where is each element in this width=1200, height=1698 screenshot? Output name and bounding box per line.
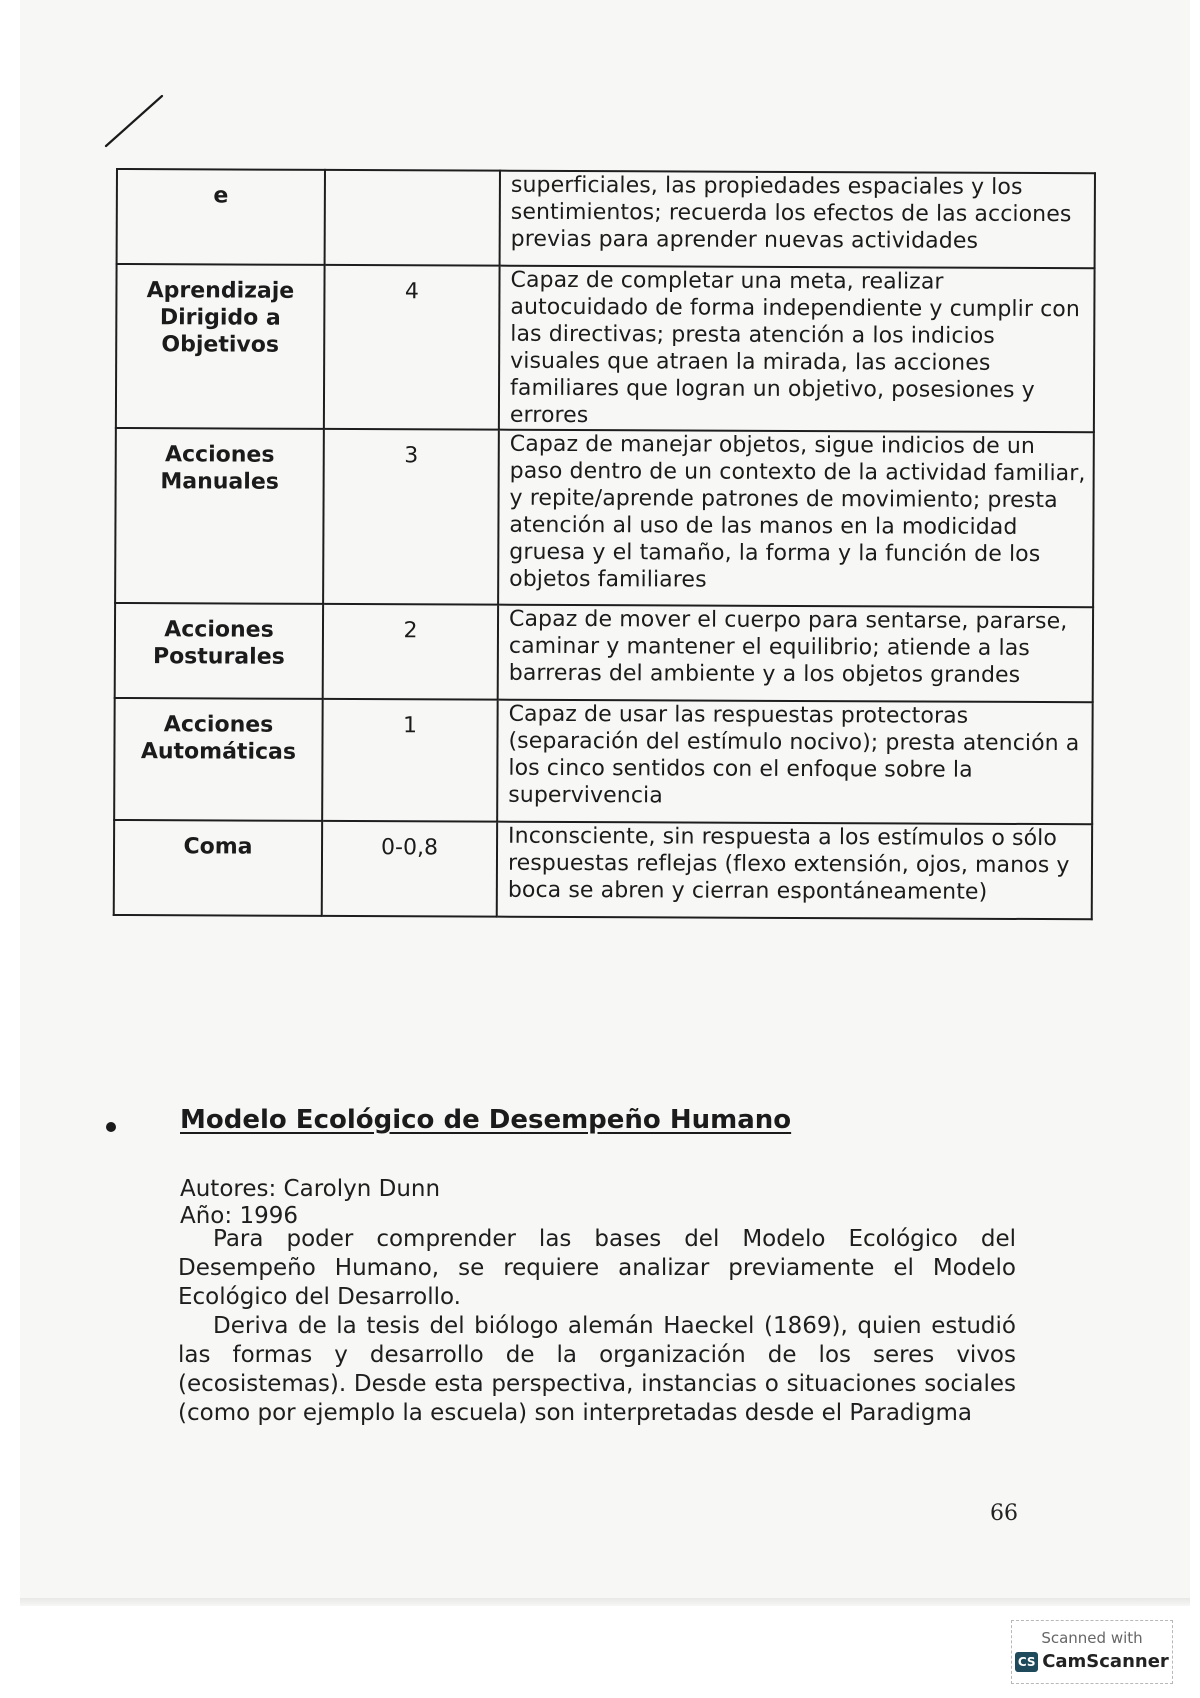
level-description: Capaz de mover el cuerpo para sentarse, pararse, caminar y mantener el equilibrio; atiende a las barreras del ambiente y a los objetos grandes xyxy=(498,605,1093,703)
section-year: Año: 1996 xyxy=(180,1203,298,1229)
level-name: Coma xyxy=(114,820,322,916)
level-name: Acciones Manuales xyxy=(115,428,324,604)
level-description: Capaz de manejar objetos, sigue indicios de un paso dentro de un contexto de la actividad familiar, y repite/aprende patrones de movimiento; presta atención al uso de las manos en la modicidad gruesa y el tamaño, la forma y la función de los objetos familiares xyxy=(498,430,1094,608)
table-row xyxy=(115,428,1094,607)
watermark-caption: Scanned with xyxy=(1041,1629,1143,1647)
page-number: 66 xyxy=(990,1501,1018,1526)
table-row xyxy=(115,603,1093,702)
level-score: 0-0,8 xyxy=(322,821,497,917)
watermark-brand: CamScanner xyxy=(1042,1651,1169,1672)
level-name: Acciones Posturales xyxy=(115,603,323,699)
section-body xyxy=(178,1225,1016,1428)
level-description: Capaz de completar una meta, realizar autocuidado de forma independiente y cumplir con las directivas; presta atención a los indicios visuales que atraen la mirada, las acciones familiares que logran un objetivo, posesiones y errores xyxy=(499,266,1095,433)
level-score: 4 xyxy=(324,265,500,430)
level-description: Inconsciente, sin respuesta a los estímulos o sólo respuestas reflejas (flexo extensión, ojos, manos y boca se abren y cierran espontáneamente) xyxy=(497,822,1092,920)
handwritten-slash-mark xyxy=(103,93,165,149)
level-score: 2 xyxy=(323,604,498,700)
camscanner-logo-icon: CS xyxy=(1015,1652,1038,1672)
level-score xyxy=(325,170,500,266)
level-description: Capaz de usar las respuestas protectoras (separación del estímulo nocivo); presta atención a los cinco sentidos con el enfoque sobre la supervivencia xyxy=(497,700,1093,825)
level-name: Acciones Automáticas xyxy=(114,698,323,821)
bullet-point xyxy=(106,1122,116,1132)
levels-table xyxy=(113,168,1096,920)
table-row xyxy=(114,698,1093,824)
watermark-brand-row xyxy=(1012,1651,1172,1672)
level-score: 1 xyxy=(322,699,498,822)
level-description: superficiales, las propiedades espaciales y los sentimientos; recuerda los efectos de las acciones previas para aprender nuevas actividades xyxy=(500,171,1095,269)
camscanner-watermark xyxy=(1011,1620,1173,1684)
table-row xyxy=(114,820,1092,919)
body-paragraph: Deriva de la tesis del biólogo alemán Haeckel (1869), quien estudió las formas y desarrollo de la organización de los seres vivos (ecosistemas). Desde esta perspectiva, instancias o situaciones sociales (como por ejemplo la escuela) son interpretadas desde el Paradigma xyxy=(178,1313,1016,1426)
section-title: Modelo Ecológico de Desempeño Humano xyxy=(180,1105,792,1135)
body-paragraph: Para poder comprender las bases del Modelo Ecológico del Desempeño Humano, se requiere analizar previamente el Modelo Ecológico del Desarrollo. xyxy=(178,1226,1016,1310)
table-row xyxy=(117,169,1095,268)
level-name: Aprendizaje Dirigido a Objetivos xyxy=(116,264,325,429)
section-authors: Autores: Carolyn Dunn xyxy=(180,1176,441,1202)
level-score: 3 xyxy=(323,429,499,605)
page-edge-shadow xyxy=(20,1598,1190,1606)
level-name: e xyxy=(117,169,325,265)
table-row xyxy=(116,264,1095,432)
